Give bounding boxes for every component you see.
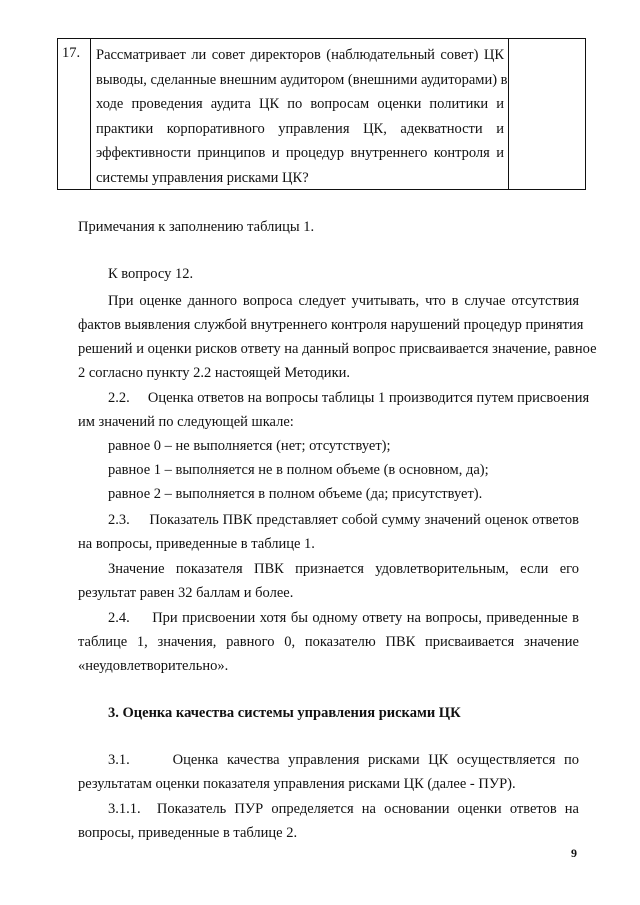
p24-line: «неудовлетворительно». [78,658,229,674]
question-line: ходе проведения аудита ЦК по вопросам оценки политики и [96,96,504,112]
q12-line: фактов выявления службой внутреннего контроля нарушений процедур принятия [78,317,584,333]
scale-item: равное 0 – не выполняется (нет; отсутствует); [108,438,391,454]
p311-line: 3.1.1. Показатель ПУР определяется на основании оценки ответов на [108,801,579,817]
p24-line: таблице 1, значения, равного 0, показателю ПВК присваивается значение [78,634,579,650]
p23-sat-line: Значение показателя ПВК признается удовлетворительным, если его [108,561,579,577]
question-line: выводы, сделанные внешним аудитором (внешними аудиторами) в [96,71,508,88]
section-3-heading: 3. Оценка качества системы управления рисками ЦК [108,705,461,721]
q12-line: При оценке данного вопроса следует учитывать, что в случае отсутствия [108,293,579,309]
notes-heading: Примечания к заполнению таблицы 1. [78,219,315,235]
p31-line: 3.1. Оценка качества управления рисками ЦК осуществляется по [108,752,579,768]
p22-line: 2.2. Оценка ответов на вопросы таблицы 1 производится путем присвоения [108,390,590,406]
question-cell [91,39,509,189]
question-line: Рассматривает ли совет директоров (наблюдательный совет) ЦК [96,47,504,63]
scale-item: равное 2 – выполняется в полном объеме (да; присутствует). [108,486,483,502]
p23-line: на вопросы, приведенные в таблице 1. [78,536,315,552]
p23-line: 2.3. Показатель ПВК представляет собой сумму значений оценок ответов [108,512,579,528]
questionnaire-table-row [57,38,586,190]
scale-item: равное 1 – выполняется не в полном объеме (в основном, да); [108,462,489,478]
p24-line: 2.4. При присвоении хотя бы одному ответу на вопросы, приведенные в [108,610,579,626]
page-number: 9 [571,846,577,860]
q12-line: решений и оценки рисков ответу на данный вопрос присваивается значение, равное [78,341,597,357]
question-line: системы управления рисками ЦК? [96,169,309,186]
p311-line: вопросы, приведенные в таблице 2. [78,825,298,841]
p22-line: им значений по следующей шкале: [78,414,294,430]
p31-line: результатам оценки показателя управления рисками ЦК (далее - ПУР). [78,776,516,792]
row-number-cell: 17. [58,39,91,189]
question-line: практики корпоративного управления ЦК, адекватности и [96,120,504,137]
answer-cell [509,39,585,189]
p23-sat-line: результат равен 32 баллам и более. [78,585,294,601]
q12-label: К вопросу 12. [108,266,194,282]
q12-line: 2 согласно пункту 2.2 настоящей Методики. [78,365,350,381]
question-line: эффективности принципов и процедур внутреннего контроля и [96,145,504,161]
